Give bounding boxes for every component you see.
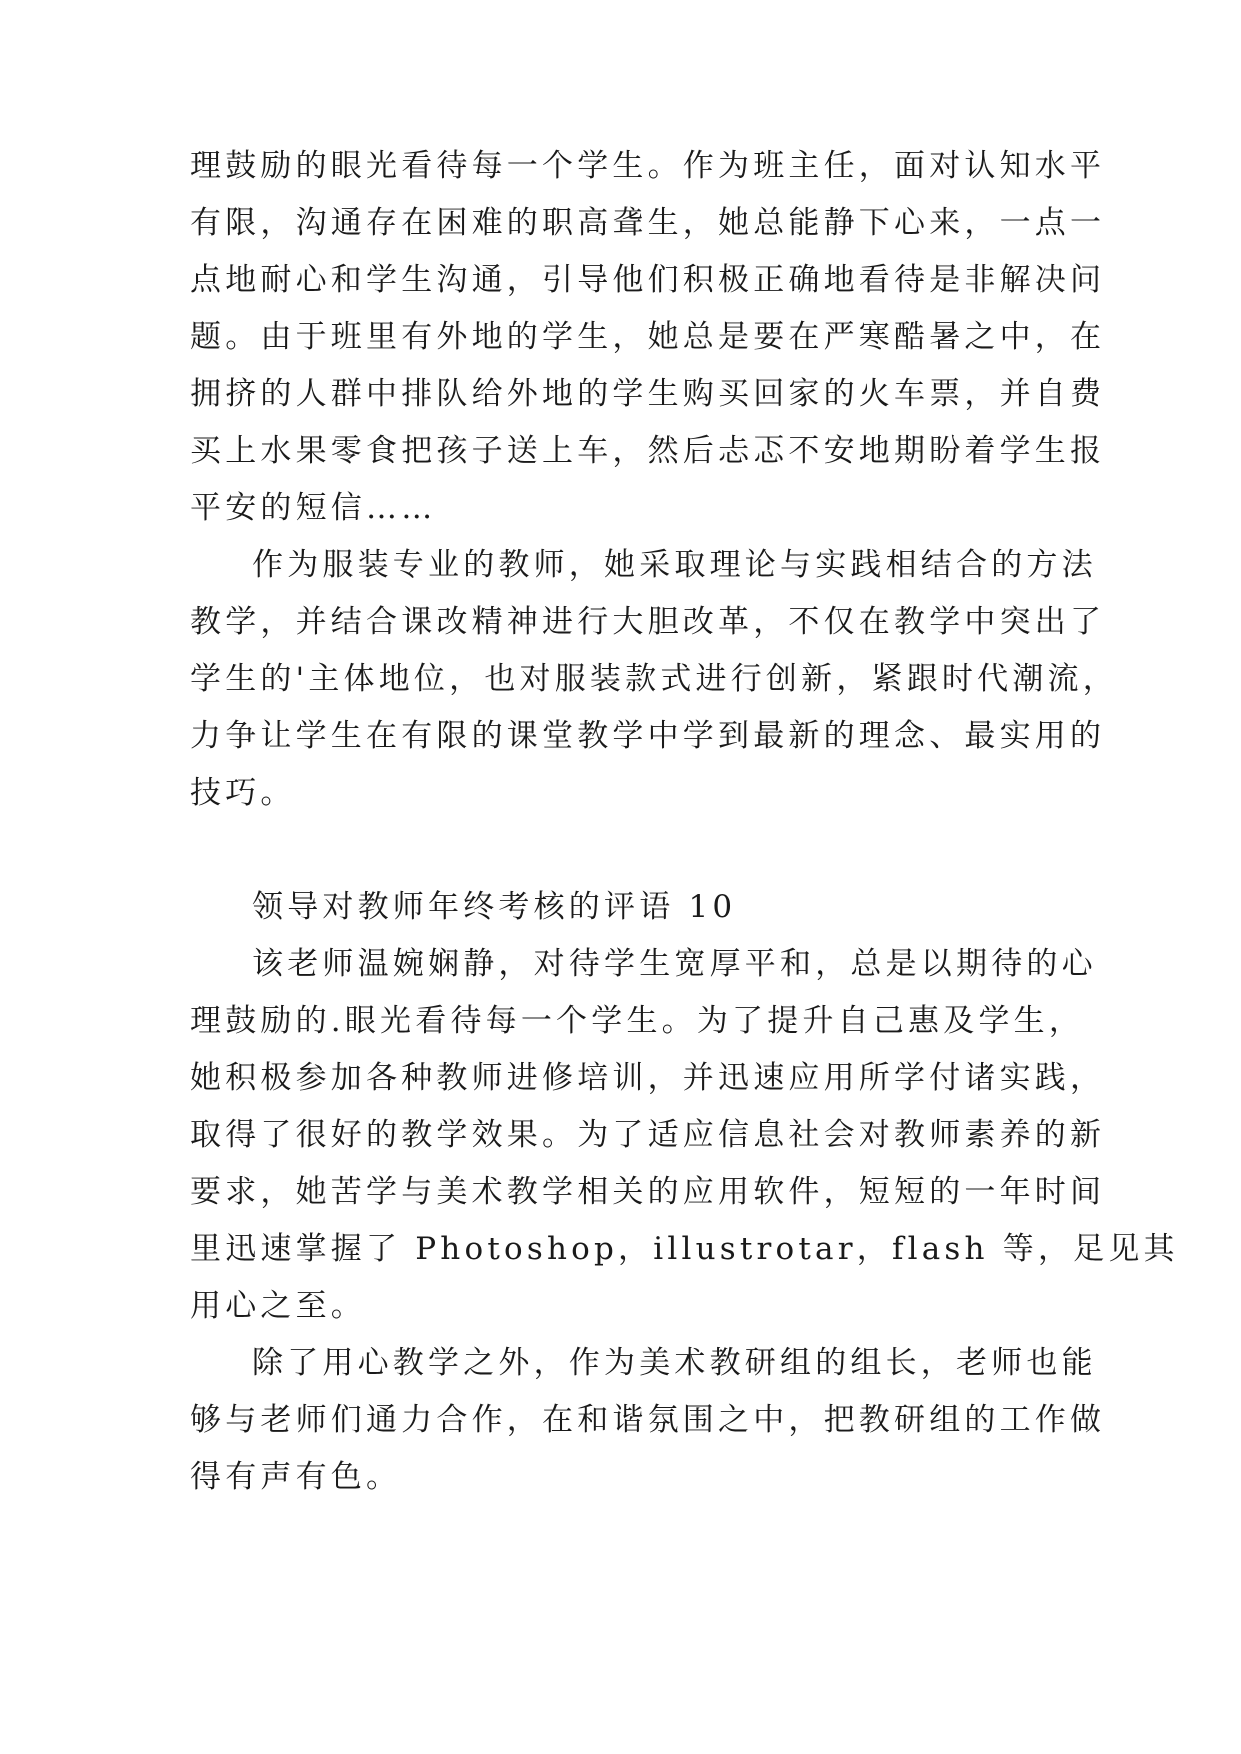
text-line: 技巧。: [190, 775, 296, 811]
text-line: 理鼓励的眼光看待每一个学生。作为班主任，面对认知水平: [190, 148, 1106, 184]
text-line: 拥挤的人群中排队给外地的学生购买回家的火车票，并自费: [190, 376, 1106, 412]
paragraph-first-line: 除了用心教学之外，作为美术教研组的组长，老师也能: [252, 1345, 1097, 1381]
text-line: 理鼓励的.眼光看待每一个学生。为了提升自己惠及学生，: [190, 1003, 1085, 1039]
text-line: 够与老师们通力合作，在和谐氛围之中，把教研组的工作做: [190, 1402, 1106, 1438]
text-line: 要求，她苦学与美术教学相关的应用软件，短短的一年时间: [190, 1174, 1106, 1210]
text-line: 题。由于班里有外地的学生，她总是要在严寒酷暑之中，在: [190, 319, 1106, 355]
text-line: 她积极参加各种教师进修培训，并迅速应用所学付诸实践，: [190, 1060, 1106, 1096]
paragraph-first-line: 作为服装专业的教师，她采取理论与实践相结合的方法: [252, 547, 1097, 583]
text-line: 点地耐心和学生沟通，引导他们积极正确地看待是非解决问: [190, 262, 1106, 298]
section-heading: 领导对教师年终考核的评语 10: [252, 889, 737, 925]
text-line: 力争让学生在有限的课堂教学中学到最新的理念、最实用的: [190, 718, 1106, 754]
text-line: 得有声有色。: [190, 1459, 402, 1495]
text-line: 平安的短信……: [190, 490, 437, 526]
text-line: 里迅速掌握了 Photoshop，illustrotar，flash 等，足见其: [190, 1231, 1179, 1267]
text-line: 买上水果零食把孩子送上车，然后忐忑不安地期盼着学生报: [190, 433, 1106, 469]
text-line: 有限，沟通存在困难的职高聋生，她总能静下心来，一点一: [190, 205, 1106, 241]
paragraph-first-line: 该老师温婉娴静，对待学生宽厚平和，总是以期待的心: [252, 946, 1097, 982]
text-line: 取得了很好的教学效果。为了适应信息社会对教师素养的新: [190, 1117, 1106, 1153]
text-line: 用心之至。: [190, 1288, 366, 1324]
text-line: 教学，并结合课改精神进行大胆改革，不仅在教学中突出了: [190, 604, 1106, 640]
text-line: 学生的'主体地位，也对服装款式进行创新，紧跟时代潮流，: [190, 661, 1118, 697]
